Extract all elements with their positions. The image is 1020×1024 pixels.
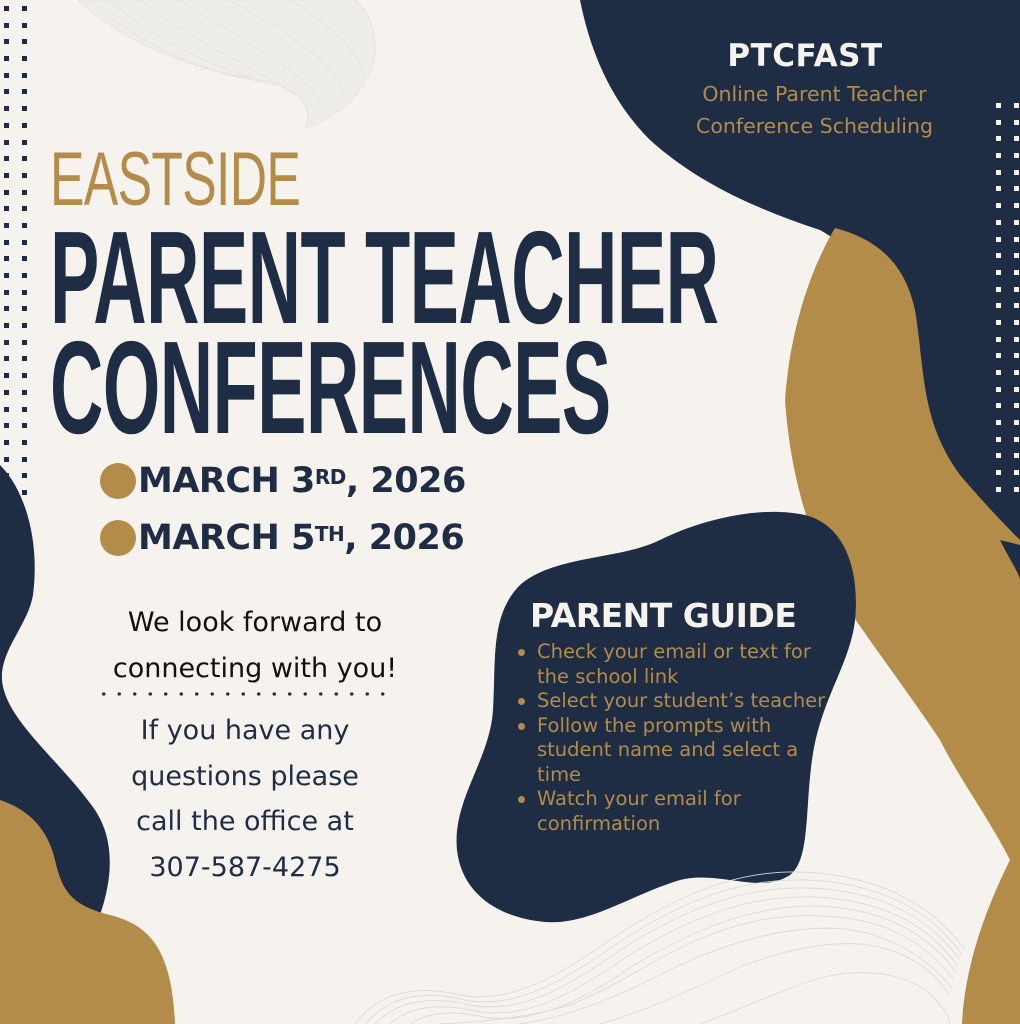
brand-tagline	[672, 78, 957, 142]
page-title-line2: CONFERENCES	[50, 314, 611, 461]
brand-name: PTCFAST	[727, 38, 883, 74]
guide-step: Watch your email for confirmation	[516, 787, 826, 836]
welcome-line1: We look forward to	[127, 607, 383, 638]
date-year: , 2026	[345, 461, 466, 501]
date-suffix: RD	[314, 465, 346, 489]
contact-line2: questions please	[131, 760, 359, 792]
guide-step: Select your student’s teacher	[516, 689, 826, 714]
dotted-divider	[96, 692, 391, 696]
guide-step: Check your email or text for the school link	[516, 640, 826, 689]
line-wave-bottom-icon	[355, 872, 965, 1024]
decorative-dot-grid-right	[996, 103, 1020, 492]
school-name: EASTSIDE	[50, 137, 301, 222]
date-month: MARCH 3	[138, 461, 315, 501]
page-title-line1: PARENT TEACHER	[50, 204, 719, 351]
contact-line3: call the office at	[136, 806, 354, 837]
parent-guide-list	[516, 640, 826, 836]
welcome-line2: connecting with you!	[112, 653, 398, 684]
welcome-message	[70, 600, 440, 692]
date-month: MARCH 5	[138, 518, 315, 558]
brand-tagline-line1: Online Parent Teacher	[702, 82, 927, 106]
contact-line1: If you have any	[140, 715, 350, 746]
parent-guide-title: PARENT GUIDE	[530, 596, 797, 635]
date-item-2	[100, 518, 464, 558]
circle-bullet-icon	[100, 463, 136, 499]
guide-step: Follow the prompts with student name and select a time	[516, 714, 826, 788]
decorative-dot-grid-left	[4, 6, 28, 495]
date-item-1	[100, 461, 466, 501]
office-phone: 307-587-4275	[149, 851, 341, 883]
brand-tagline-line2: Conference Scheduling	[696, 114, 933, 138]
mesh-wave-top-icon	[78, 0, 375, 128]
contact-info	[75, 708, 415, 890]
date-year: , 2026	[344, 518, 465, 558]
circle-bullet-icon	[100, 520, 136, 556]
date-suffix: TH	[314, 522, 345, 546]
